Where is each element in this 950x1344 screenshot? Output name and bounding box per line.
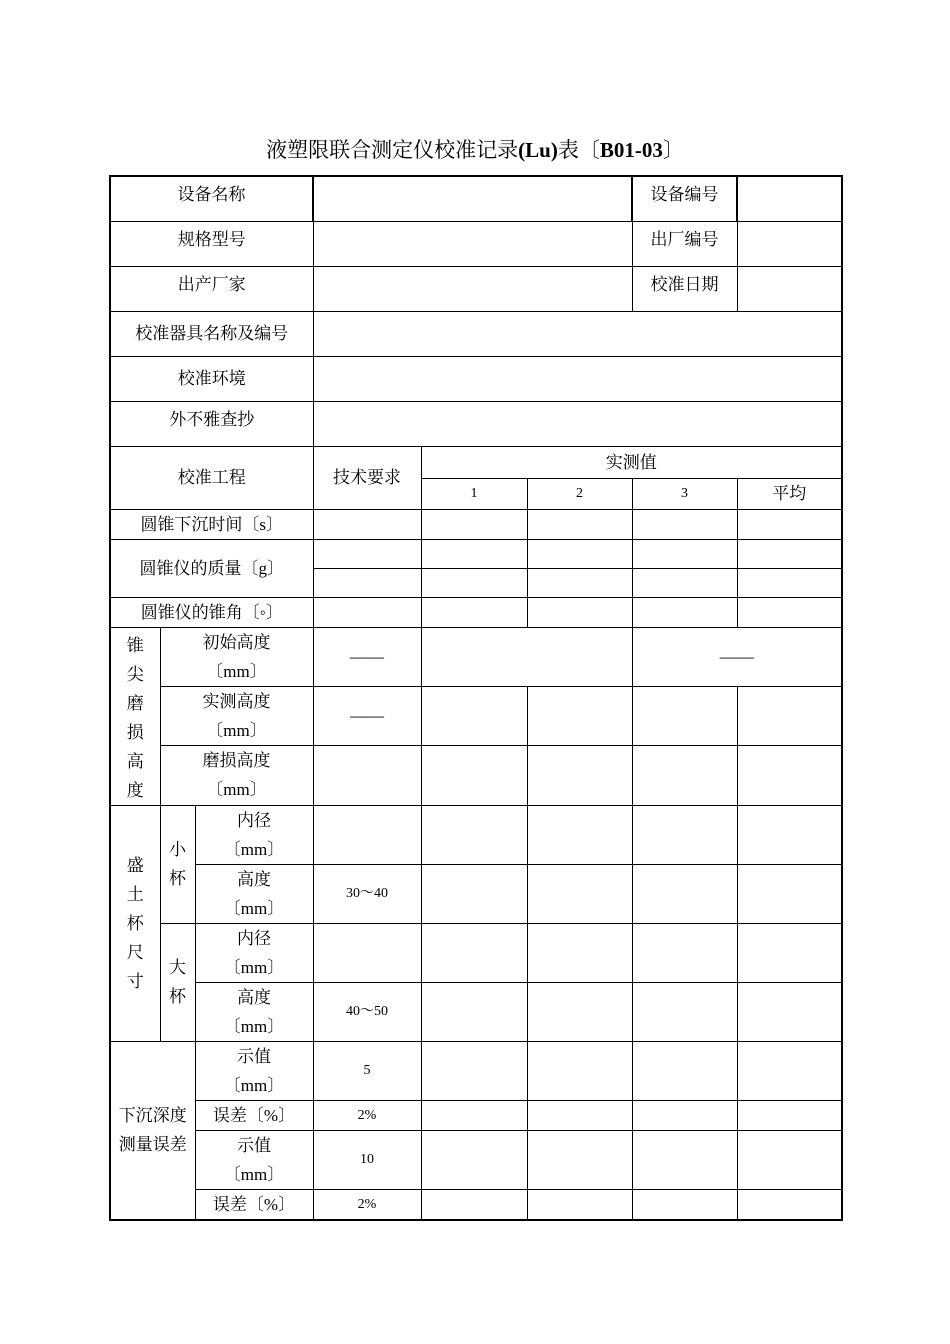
cell[interactable]: [737, 539, 842, 568]
cell[interactable]: [527, 686, 632, 745]
req-value-5: 5: [313, 1041, 421, 1100]
dash-mark: ——: [313, 627, 421, 686]
cell[interactable]: [737, 686, 842, 745]
row-label-wear-height: 磨损高度 〔mm〕: [160, 746, 313, 805]
cell[interactable]: [632, 686, 737, 745]
cell[interactable]: [632, 923, 737, 982]
cell[interactable]: [527, 923, 632, 982]
row-label-indicated-5: 示值 〔mm〕: [195, 1041, 313, 1100]
row-label-cone-mass: 圆锥仪的质量〔g〕: [110, 539, 313, 597]
cell[interactable]: [632, 509, 737, 539]
row-label-large-height: 高度 〔mm〕: [195, 982, 313, 1041]
table-row: [110, 686, 842, 745]
cell[interactable]: [527, 509, 632, 539]
req-large-height: 40～50: [313, 982, 421, 1041]
cell[interactable]: [527, 1130, 632, 1189]
cell[interactable]: [737, 509, 842, 539]
label-calibration-date: 校准日期: [632, 266, 737, 311]
cell[interactable]: [632, 982, 737, 1041]
cell[interactable]: [737, 1041, 842, 1100]
group-small-cup: 小杯: [160, 805, 195, 923]
field-manufacturer[interactable]: [313, 266, 632, 311]
row-label-small-height: 高度 〔mm〕: [195, 864, 313, 923]
col-header-requirement: 技术要求: [313, 446, 421, 509]
cell[interactable]: [421, 1100, 527, 1130]
table-row: [110, 627, 842, 686]
cell[interactable]: [421, 509, 527, 539]
cell[interactable]: [421, 568, 527, 597]
label-device-number: 设备编号: [632, 176, 737, 221]
cell[interactable]: [527, 1041, 632, 1100]
group-sink-depth-error: 下沉深度 测量误差: [110, 1041, 195, 1220]
row-label-indicated-10: 示值 〔mm〕: [195, 1130, 313, 1189]
col-header-m2: 2: [527, 478, 632, 509]
cell[interactable]: [737, 805, 842, 864]
cell[interactable]: [632, 1041, 737, 1100]
cell[interactable]: [527, 864, 632, 923]
cell[interactable]: [421, 1189, 527, 1220]
cell[interactable]: [737, 923, 842, 982]
cell[interactable]: [737, 982, 842, 1041]
row-label-measured-height: 实测高度 〔mm〕: [160, 686, 313, 745]
cell[interactable]: [527, 982, 632, 1041]
row-label-initial-height: 初始高度 〔mm〕: [160, 627, 313, 686]
col-header-measured: 实测值: [421, 446, 842, 478]
cell[interactable]: [737, 1130, 842, 1189]
cell[interactable]: [632, 539, 737, 568]
cell[interactable]: [737, 597, 842, 627]
cell[interactable]: [632, 1189, 737, 1220]
label-model: 规格型号: [110, 221, 313, 266]
field-appearance[interactable]: [313, 401, 842, 446]
cell[interactable]: [421, 923, 527, 982]
field-device-name[interactable]: [313, 176, 632, 221]
label-environment: 校准环境: [110, 356, 313, 401]
field-device-number[interactable]: [737, 176, 842, 221]
cell[interactable]: [527, 1189, 632, 1220]
row-label-error-5: 误差〔%〕: [195, 1100, 313, 1130]
field-calibration-date[interactable]: [737, 266, 842, 311]
req-small-height: 30～40: [313, 864, 421, 923]
field-factory-number[interactable]: [737, 221, 842, 266]
cell[interactable]: [632, 805, 737, 864]
field-calibration-tool[interactable]: [313, 311, 842, 356]
table-row: [110, 982, 842, 1041]
cell[interactable]: [313, 923, 421, 982]
col-header-avg: 平均: [737, 478, 842, 509]
cell[interactable]: [527, 597, 632, 627]
table-row: [110, 923, 842, 982]
cell[interactable]: [632, 597, 737, 627]
table-row: [110, 539, 842, 568]
cell[interactable]: [632, 1130, 737, 1189]
cell[interactable]: [632, 568, 737, 597]
cell[interactable]: [313, 805, 421, 864]
req-error-10: 2%: [313, 1189, 421, 1220]
cell[interactable]: [313, 597, 421, 627]
cell[interactable]: [313, 568, 421, 597]
cell[interactable]: [421, 539, 527, 568]
cell[interactable]: [527, 746, 632, 805]
table-row: [110, 597, 842, 627]
row-label-small-inner: 内径 〔mm〕: [195, 805, 313, 864]
form-title: 液塑限联合测定仪校准记录(Lu)表〔B01-03〕: [266, 138, 684, 162]
table-row: [110, 1100, 842, 1130]
cell[interactable]: [421, 805, 527, 864]
field-model[interactable]: [313, 221, 632, 266]
cell[interactable]: [737, 568, 842, 597]
table-row: [110, 746, 842, 805]
label-calibration-tool: 校准器具名称及编号: [110, 311, 313, 356]
group-tip-wear: 锥尖磨损高度: [110, 627, 160, 805]
table-row: [110, 509, 842, 539]
dash-mark: ——: [313, 686, 421, 745]
cell[interactable]: [421, 864, 527, 923]
row-label-error-10: 误差〔%〕: [195, 1189, 313, 1220]
cell[interactable]: [421, 1130, 527, 1189]
label-device-name: 设备名称: [110, 176, 313, 221]
group-large-cup: 大杯: [160, 923, 195, 1041]
cell[interactable]: [737, 1189, 842, 1220]
row-label-sink-time: 圆锥下沉时间〔s〕: [110, 509, 313, 539]
label-manufacturer: 出产厂家: [110, 266, 313, 311]
table-row: [110, 1041, 842, 1100]
cell[interactable]: [737, 746, 842, 805]
col-header-item: 校准工程: [110, 446, 313, 509]
cell[interactable]: [313, 509, 421, 539]
group-cup-size: 盛土杯尺寸: [110, 805, 160, 1041]
cell[interactable]: [632, 1100, 737, 1130]
cell[interactable]: [421, 982, 527, 1041]
row-label-cone-angle: 圆锥仪的锥角〔◦〕: [110, 597, 313, 627]
cell[interactable]: [737, 864, 842, 923]
cell[interactable]: [421, 627, 632, 686]
cell[interactable]: [313, 746, 421, 805]
table-row: [110, 864, 842, 923]
cell[interactable]: [421, 746, 527, 805]
cell[interactable]: [527, 805, 632, 864]
req-error-5: 2%: [313, 1100, 421, 1130]
label-appearance: 外不雅查抄: [110, 401, 313, 446]
req-value-10: 10: [313, 1130, 421, 1189]
cell[interactable]: [527, 539, 632, 568]
table-row: [110, 1130, 842, 1189]
col-header-m1: 1: [421, 478, 527, 509]
cell[interactable]: [421, 686, 527, 745]
cell[interactable]: [632, 746, 737, 805]
table-row: [110, 1189, 842, 1220]
cell[interactable]: [421, 1041, 527, 1100]
cell[interactable]: [737, 1100, 842, 1130]
col-header-m3: 3: [632, 478, 737, 509]
cell[interactable]: [527, 1100, 632, 1130]
table-row: [110, 805, 842, 864]
label-factory-number: 出厂编号: [632, 221, 737, 266]
dash-mark: ——: [632, 627, 842, 686]
calibration-table: [109, 175, 843, 1221]
cell[interactable]: [632, 864, 737, 923]
cell[interactable]: [421, 597, 527, 627]
cell[interactable]: [313, 539, 421, 568]
field-environment[interactable]: [313, 356, 842, 401]
row-label-large-inner: 内径 〔mm〕: [195, 923, 313, 982]
cell[interactable]: [527, 568, 632, 597]
